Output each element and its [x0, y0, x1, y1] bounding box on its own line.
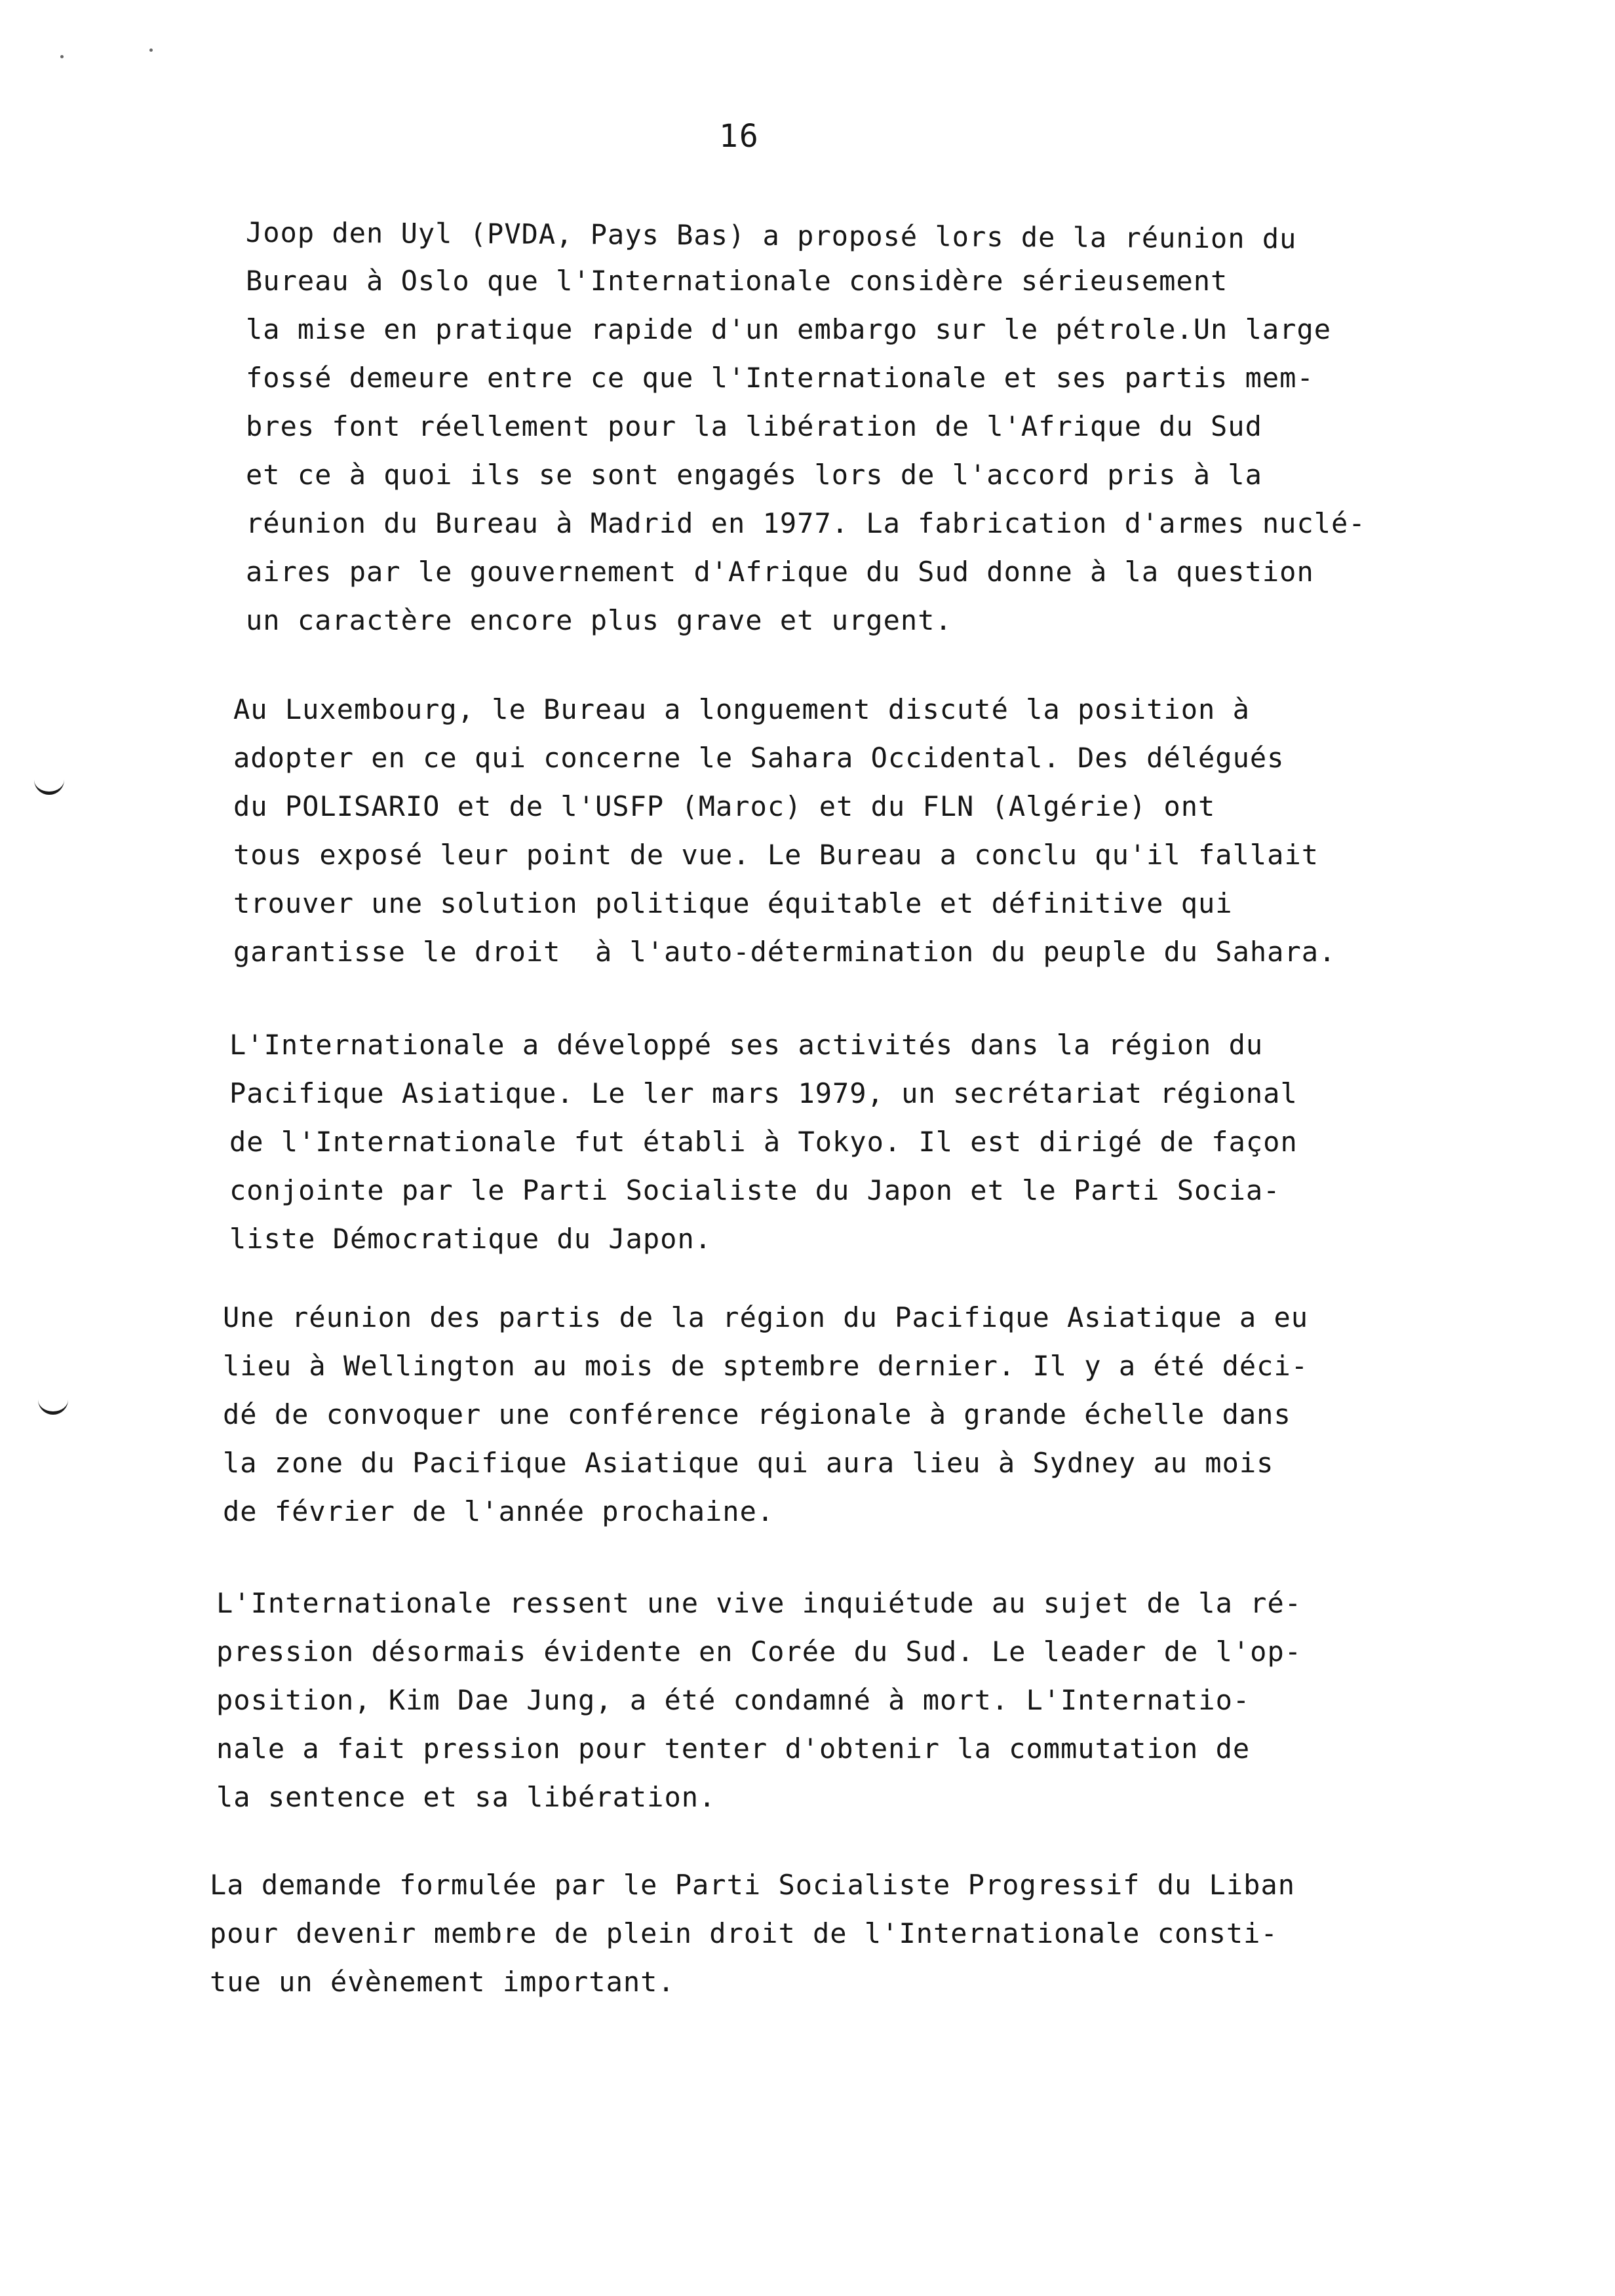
margin-mark	[38, 1394, 68, 1415]
text-line: adopter en ce qui concerne le Sahara Occidental. Des délégués	[233, 742, 1285, 774]
paragraph-5	[216, 1579, 1547, 1822]
text-line: Au Luxembourg, le Bureau a longuement discuté la position à	[233, 693, 1250, 725]
text-line: la sentence et sa libération.	[216, 1781, 716, 1813]
scan-speck	[60, 55, 64, 58]
text-line: Une réunion des partis de la région du Pacifique Asiatique a eu	[223, 1301, 1309, 1333]
paragraph-2	[233, 685, 1564, 976]
text-line: nale a fait pression pour tenter d'obtenir la commutation de	[216, 1732, 1251, 1765]
text-line: du POLISARIO et de l'USFP (Maroc) et du FLN (Algérie) ont	[233, 790, 1216, 822]
text-line: de l'Internationale fut établi à Tokyo. Il est dirigé de façon	[229, 1126, 1298, 1158]
text-line: La demande formulée par le Parti Socialiste Progressif du Liban	[210, 1869, 1296, 1901]
margin-mark	[34, 775, 64, 795]
text-line: pression désormais évidente en Corée du Sud. Le leader de l'op-	[216, 1636, 1302, 1668]
text-line: la mise en pratique rapide d'un embargo sur le pétrole.Un large	[246, 313, 1332, 345]
text-line: lieu à Wellington au mois de sptembre dernier. Il y a été déci-	[223, 1350, 1309, 1382]
text-line: Joop den Uyl (PVDA, Pays Bas) a proposé lors de la réunion du	[245, 216, 1297, 255]
text-line: Bureau à Oslo que l'Internationale considère sérieusement	[246, 265, 1228, 297]
text-line: tous exposé leur point de vue. Le Bureau a conclu qu'il fallait	[233, 839, 1319, 871]
text-line: dé de convoquer une conférence régionale à grande échelle dans	[223, 1398, 1291, 1430]
text-line: aires par le gouvernement d'Afrique du Sud donne à la question	[246, 556, 1314, 588]
text-line: fossé demeure entre ce que l'Internationale et ses partis mem-	[246, 362, 1314, 394]
text-line: de février de l'année prochaine.	[223, 1495, 775, 1527]
text-line: L'Internationale ressent une vive inquiétude au sujet de la ré-	[216, 1587, 1302, 1619]
page-number: 16	[719, 118, 760, 155]
paragraph-3	[229, 1021, 1560, 1263]
paragraph-1	[246, 208, 1576, 645]
text-line: garantisse le droit à l'auto-détermination du peuple du Sahara.	[233, 936, 1336, 968]
paragraph-6	[210, 1861, 1540, 2006]
text-line: réunion du Bureau à Madrid en 1977. La fabrication d'armes nuclé-	[246, 507, 1366, 539]
text-line: bres font réellement pour la libération de l'Afrique du Sud	[246, 410, 1262, 442]
text-line: la zone du Pacifique Asiatique qui aura lieu à Sydney au mois	[223, 1447, 1274, 1479]
text-line: tue un évènement important.	[210, 1966, 675, 1998]
scan-speck	[149, 48, 153, 52]
text-line: pour devenir membre de plein droit de l'Internationale consti-	[210, 1917, 1278, 1949]
text-line: position, Kim Dae Jung, a été condamné à mort. L'Internatio-	[216, 1684, 1251, 1716]
text-line: conjointe par le Parti Socialiste du Japon et le Parti Socia-	[229, 1174, 1281, 1206]
text-line: trouver une solution politique équitable et définitive qui	[233, 887, 1233, 919]
text-line: liste Démocratique du Japon.	[229, 1223, 712, 1255]
paragraph-4	[223, 1293, 1553, 1536]
text-line: L'Internationale a développé ses activités dans la région du	[229, 1029, 1264, 1061]
text-line: et ce à quoi ils se sont engagés lors de l'accord pris à la	[246, 459, 1262, 491]
text-line: un caractère encore plus grave et urgent.	[246, 604, 952, 636]
text-line: Pacifique Asiatique. Le ler mars 1979, un secrétariat régional	[229, 1077, 1298, 1109]
